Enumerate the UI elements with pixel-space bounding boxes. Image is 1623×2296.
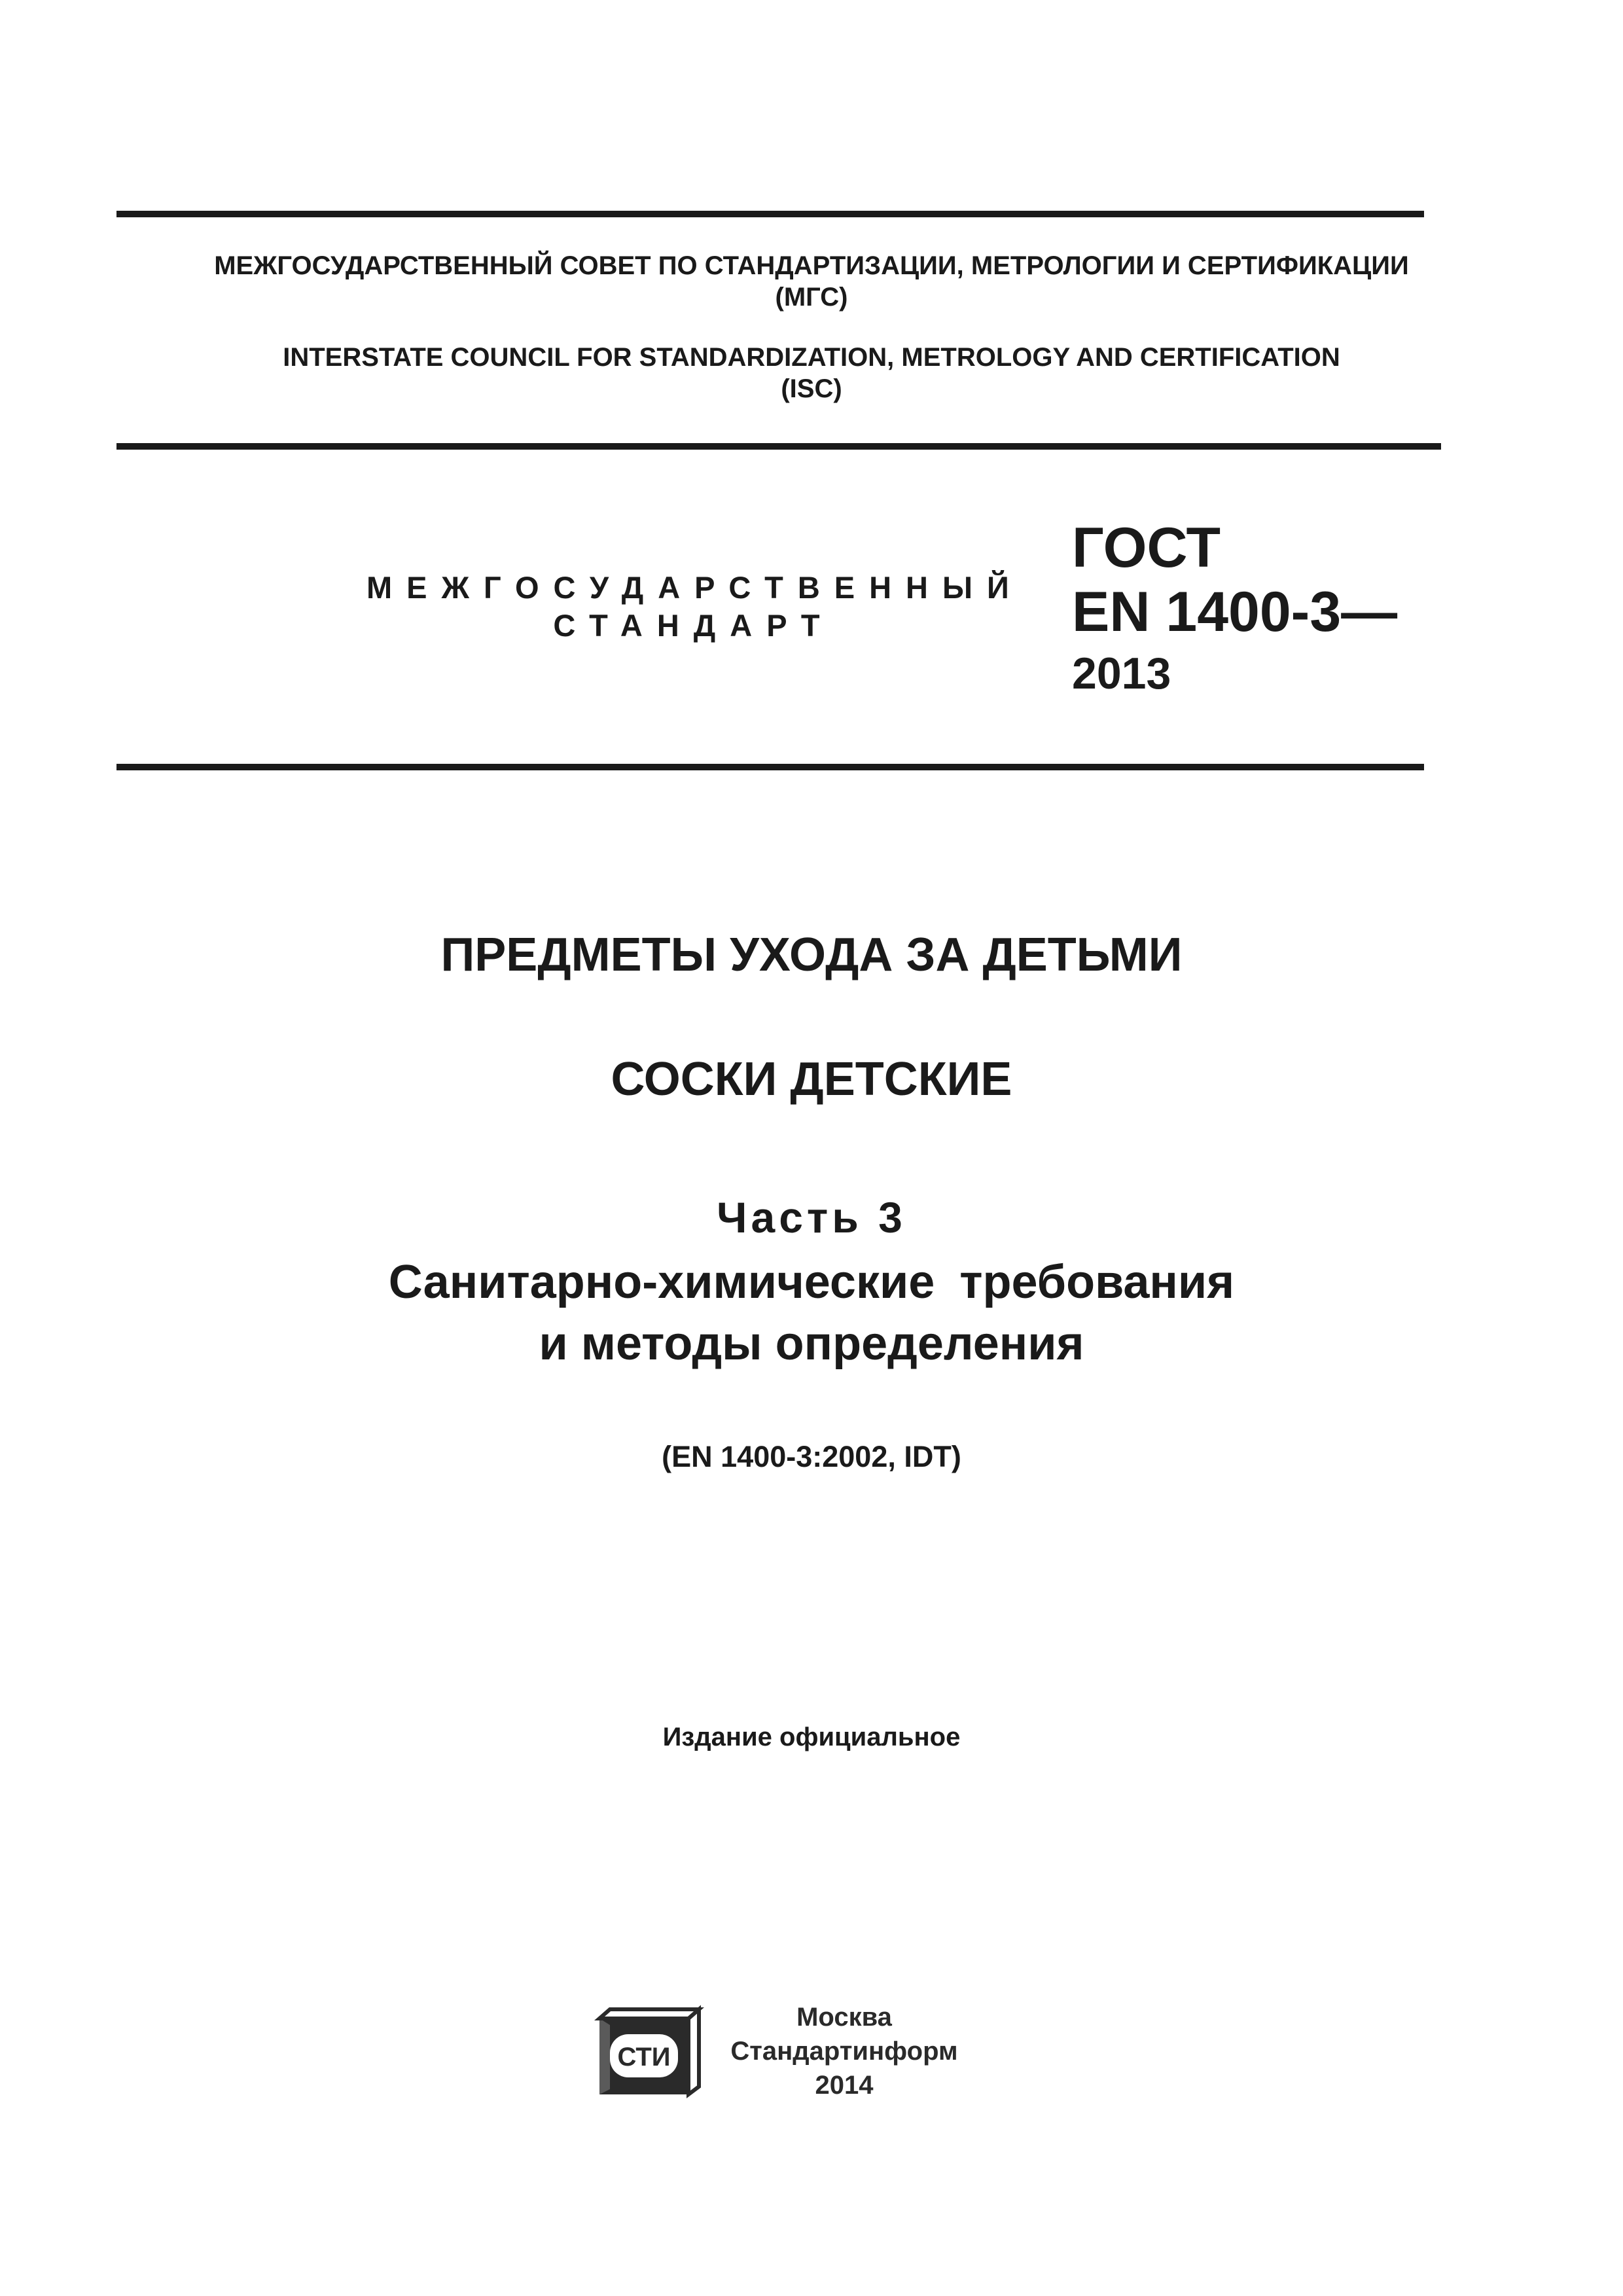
council-abbr-ru: (МГС) (775, 283, 848, 312)
document-title: ПРЕДМЕТЫ УХОДА ЗА ДЕТЬМИ (440, 929, 1183, 981)
gost-designation: ГОСТ (1072, 516, 1221, 579)
publication-year: 2014 (815, 2071, 874, 2100)
publisher-city: Москва (796, 2003, 892, 2032)
council-abbr-en: (ISC) (781, 374, 842, 403)
gost-year: 2013 (1072, 649, 1171, 698)
standartinform-logo (590, 1996, 708, 2101)
edition-note: Издание официальное (662, 1723, 961, 1751)
publisher-name: Стандартинформ (730, 2037, 958, 2066)
header-divider (116, 443, 1441, 450)
standard-kind-line1: МЕЖГОСУДАРСТВЕННЫЙ (366, 570, 1024, 605)
designation-divider (116, 764, 1424, 770)
council-name-ru: МЕЖГОСУДАРСТВЕННЫЙ СОВЕТ ПО СТАНДАРТИЗАЦИИ, МЕТРОЛОГИИ И СЕРТИФИКАЦИИ (214, 251, 1409, 280)
gost-number: EN 1400-3— (1072, 581, 1398, 643)
document-subtitle: СОСКИ ДЕТСКИЕ (611, 1053, 1012, 1105)
part-description-line2: и методы определения (539, 1318, 1084, 1370)
top-divider (116, 211, 1424, 217)
logo-lettering: СТИ (617, 2043, 671, 2072)
part-description-line1: Санитарно-химические требования (388, 1256, 1235, 1308)
reference-standard: (EN 1400-3:2002, IDT) (662, 1440, 961, 1473)
council-name-en: INTERSTATE COUNCIL FOR STANDARDIZATION, METROLOGY AND CERTIFICATION (283, 343, 1340, 372)
standard-kind-line2: СТАНДАРТ (553, 608, 834, 643)
part-label: Часть 3 (717, 1193, 906, 1242)
